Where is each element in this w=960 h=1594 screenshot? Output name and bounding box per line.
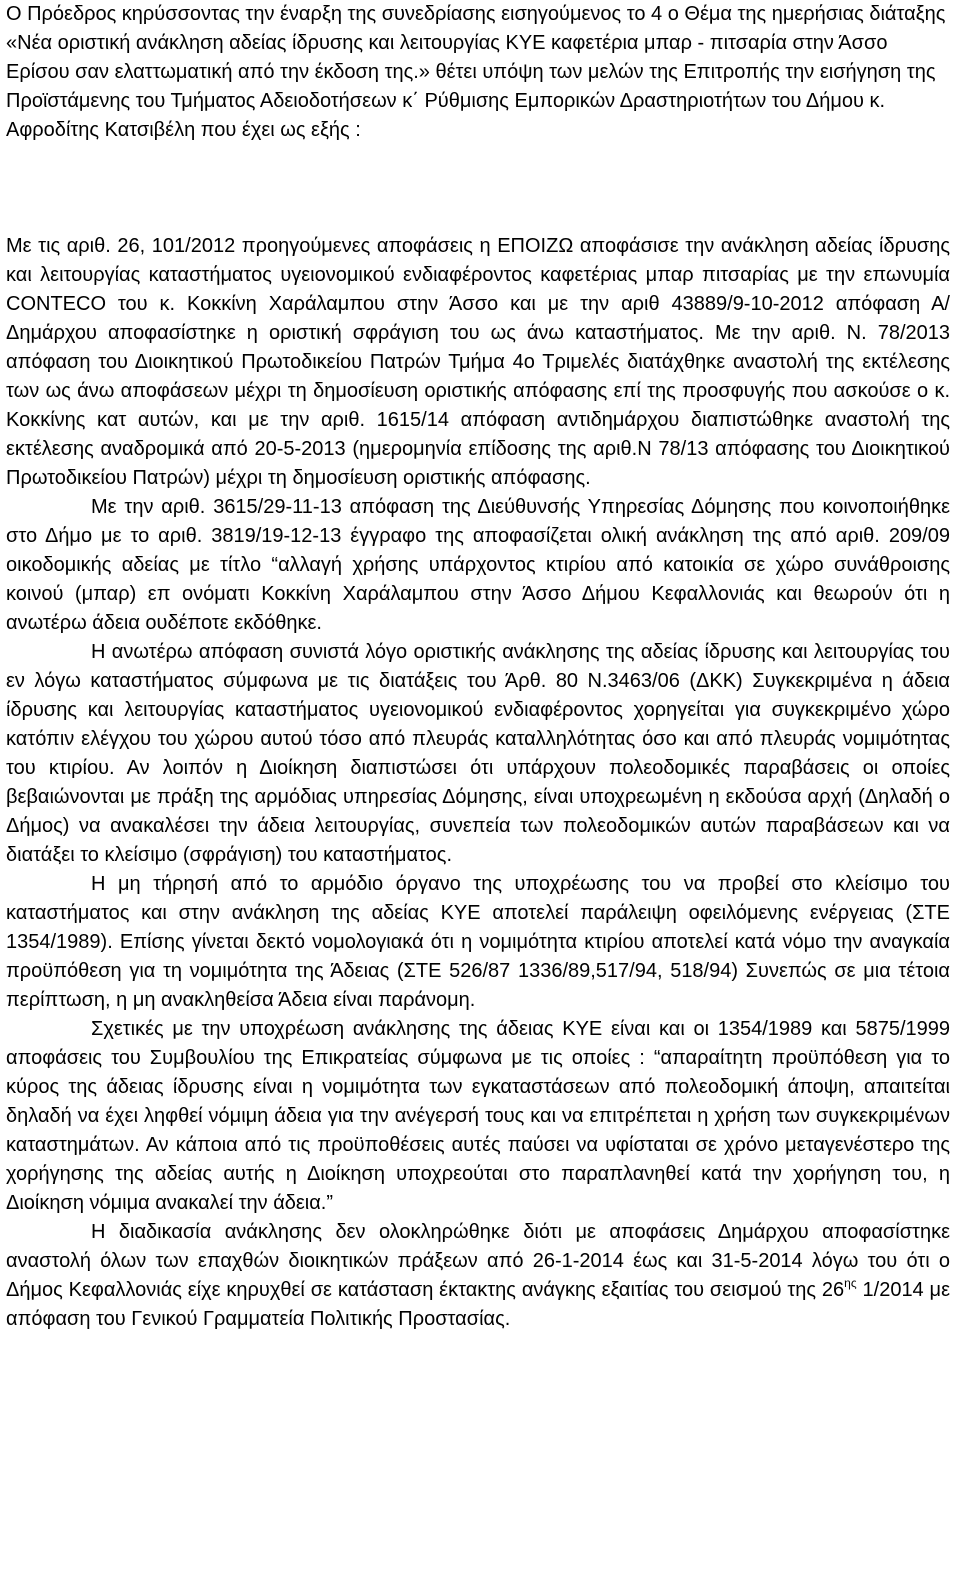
paragraph-building-permit-revocation: Με την αριθ. 3615/29-11-13 απόφαση της Διεύθυνσής Υπηρεσίας Δόμησης που κοινοποιήθηκε στο Δήμο με το αριθ. 3819/19-12-13 έγγραφο της αποφασίζεται ολική ανάκληση της από αριθ. 209/09 οικοδομικής αδείας με τίτλο “αλλαγή χρήσης υπάρχοντος κτιρίου από κατοικία σε χώρο συνάθροισης κοινού (μπαρ) επ ονόματι Κοκκίνη Χαράλαμπου στην Άσσο Δήμου Κεφαλλονιάς και θεωρούν ότι η ανωτέρω άδεια ουδέποτε εκδόθηκε.	[6, 496, 950, 634]
paragraph-legal-basis: Η ανωτέρω απόφαση συνιστά λόγο οριστικής ανάκλησης της αδείας ίδρυσης και λειτουργίας του εν λόγω καταστήματος σύμφωνα με τις διατάξεις του Άρθ. 80 Ν.3463/06 (ΔΚΚ) Συγκεκριμένα η άδεια ίδρυσης και λειτουργίας καταστήματος υγειονομικού ενδιαφέροντος χορηγείται για συγκεκριμένο χώρο κατόπιν ελέγχου του χώρου αυτού τόσο από πλευράς καταλληλότητας όσο και από πλευράς νομιμότητας του κτιρίου. Αν λοιπόν η Διοίκηση διαπιστώσει ότι υπάρχουν πολεοδομικές παραβάσεις οι οποίες βεβαιώνονται με πράξη της αρμόδιας υπηρεσίας Δόμησης, είναι υποχρεωμένη η εκδούσα αρχή (Δηλαδή ο Δήμος) να ανακαλέσει την άδεια λειτουργίας, συνεπεία των πολεοδομικών αυτών παραβάσεων και να διατάξει το κλείσιμο (σφράγιση) του καταστήματος.	[6, 641, 950, 866]
paragraph-revocation-history: Με τις αριθ. 26, 101/2012 προηγούμενες αποφάσεις η ΕΠΟΙΖΩ αποφάσισε την ανάκληση αδείας ίδρυσης και λειτουργίας καταστήματος υγειονομικού ενδιαφέροντος καφετέριας μπαρ πιτσαρίας με την επωνυμία CONTECO του κ. Κοκκίνη Χαράλαμπου στην Άσσο και με την αριθ 43889/9-10-2012 απόφαση Α/ Δημάρχου αποφασίστηκε η οριστική σφράγιση του ως άνω καταστήματος. Με την αριθ. Ν. 78/2013 απόφαση του Διοικητικού Πρωτοδικείου Πατρών Τμήμα 4ο Τριμελές διατάχθηκε αναστολή της εκτέλεσης των ως άνω αποφάσεων μέχρι τη δημοσίευση οριστικής απόφασης επί της προσφυγής που ασκούσε ο κ. Κοκκίνης κατ αυτών, και με την αριθ. 1615/14 απόφαση αντιδημάρχου διαπιστώθηκε αναστολή της εκτέλεσης αναδρομικά από 20-5-2013 (ημερομηνία επίδοσης της αριθ.Ν 78/13 απόφασης του Διοικητικού Πρωτοδικείου Πατρών) μέχρι τη δημοσίευση οριστικής απόφασης.	[6, 235, 950, 489]
procedure-text-start: Η διαδικασία ανάκλησης δεν ολοκληρώθηκε διότι με αποφάσεις Δημάρχου αποφασίστηκε αναστολή όλων των επαχθών διοικητικών πράξεων από 26-1-2014 έως και 31-5-2014 λόγω του ότι ο Δήμος Κεφαλλονιάς είχε κηρυχθεί σε κατάσταση έκτακτης ανάγκης εξαιτίας του σεισμού της 26	[6, 1221, 950, 1301]
paragraph-council-of-state: Σχετικές με την υποχρέωση ανάκλησης της άδειας ΚΥΕ είναι και οι 1354/1989 και 5875/1999 αποφάσεις του Συμβουλίου της Επικρατείας σύμφωνα με τις οποίες : “απαραίτητη προϋπόθεση για το κύρος της άδειας ίδρυσης είναι η νομιμότητα των εγκαταστάσεων από πολεοδομική άποψη, απαιτείται δηλαδή να έχει ληφθεί νόμιμη άδεια για την ανέγερσή τους και να επιτρέπεται η χρήση των συγκεκριμένων καταστημάτων. Αν κάποια από τις προϋποθέσεις αυτές παύσει να υφίσταται σε χρόνο μεταγενέστερο της χορήγησης της αδείας αυτής η Διοίκηση υποχρεούται στο παραπλανηθεί κατά την χορήγηση του, η Διοίκηση νόμιμα ανακαλεί την άδεια.”	[6, 1018, 950, 1214]
intro-paragraph: Ο Πρόεδρος κηρύσσοντας την έναρξη της συνεδρίασης εισηγούμενος το 4 ο Θέμα της ημερήσιας διάταξης «Νέα οριστική ανάκληση αδείας ίδρυσης και λειτουργίας ΚΥΕ καφετέρια μπαρ - πιτσαρία στην Άσσο Ερίσου σαν ελαττωματική από την έκδοση της.» θέτει υπόψη των μελών της Επιτροπής την εισήγηση της Προϊστάμενης του Τμήματος Αδειοδοτήσεων κ΄ Ρύθμισης Εμπορικών Δραστηριοτήτων του Δήμου κ. Αφροδίτης Κατσιβέλη που έχει ως εξής :	[6, 3, 946, 141]
paragraph-obligation: Η μη τήρησή από το αρμόδιο όργανο της υποχρέωσης του να προβεί στο κλείσιμο του καταστήματος και στην ανάκληση της αδείας ΚΥΕ αποτελεί παράλειψη οφειλόμενης ενέργειας (ΣΤΕ 1354/1989). Επίσης γίνεται δεκτό νομολογιακά ότι η νομιμότητα κτιρίου αποτελεί κατά νόμο την αναγκαία προϋπόθεση για τη νομιμότητα της Άδειας (ΣΤΕ 526/87 1336/89,517/94, 518/94) Συνεπώς σε μια τέτοια περίπτωση, η μη ανακληθείσα Άδεια είναι παράνομη.	[6, 873, 950, 1011]
procedure-text-end: 1/2014 με απόφαση του Γενικού Γραμματεία Πολιτικής Προστασίας.	[6, 1279, 950, 1330]
paragraph-procedure-status	[6, 1218, 950, 1334]
document-page	[6, 0, 950, 1334]
ordinal-superscript: ης	[844, 1276, 857, 1290]
document-body	[6, 232, 950, 1334]
